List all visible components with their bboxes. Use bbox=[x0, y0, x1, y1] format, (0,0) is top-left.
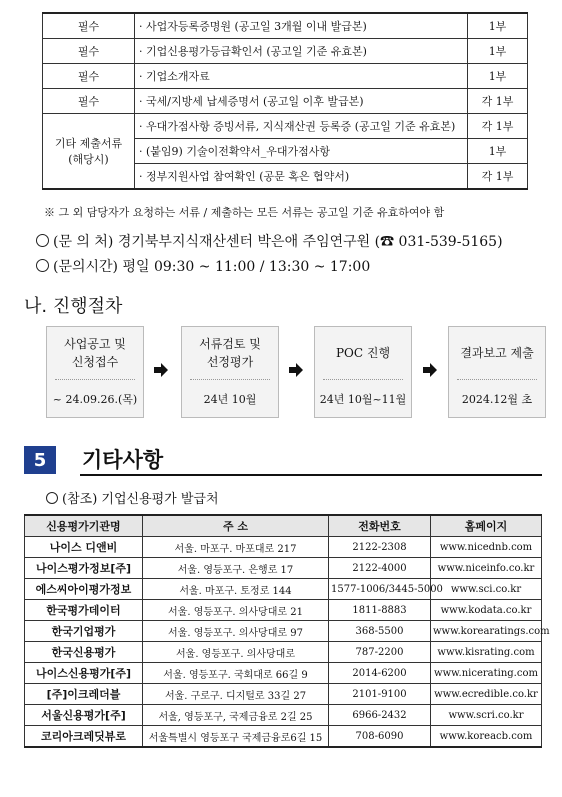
table-row bbox=[43, 64, 528, 89]
table-row bbox=[25, 705, 542, 726]
step-date: 24년 10월~11월 bbox=[319, 392, 407, 406]
circle-bullet-icon bbox=[46, 492, 58, 504]
doc-type-other-cell bbox=[43, 114, 135, 190]
doc-qty-cell: 각 1부 bbox=[468, 89, 528, 114]
agency-homepage-cell: www.koreacb.com bbox=[431, 726, 542, 748]
doc-qty-cell: 각 1부 bbox=[468, 114, 528, 139]
doc-desc-cell: · 기업신용평가등급확인서 (공고일 기준 유효본) bbox=[135, 39, 468, 64]
step-date: 24년 10월 bbox=[203, 392, 257, 406]
table-row bbox=[43, 89, 528, 114]
credit-agency-table bbox=[24, 514, 550, 748]
agency-phone-cell: 368-5500 bbox=[329, 621, 431, 642]
procedure-step-1 bbox=[46, 326, 144, 418]
reference-note-text: (참조) 기업신용평가 발급처 bbox=[62, 492, 219, 507]
agency-address-cell: 서울. 영등포구. 의사당대로 bbox=[143, 642, 329, 663]
section-title: 기타사항 bbox=[82, 448, 164, 472]
agency-address-cell: 서울. 영등포구. 의사당대로 97 bbox=[143, 621, 329, 642]
contact-phone: 031-539-5165) bbox=[394, 234, 503, 250]
doc-desc-cell: · (붙임9) 기술이전확약서_우대가점사항 bbox=[135, 139, 468, 164]
contact-hours-line bbox=[36, 256, 370, 276]
doc-desc-cell: · 우대가점사항 증빙서류, 지식재산권 등록증 (공고일 기준 유효본) bbox=[135, 114, 468, 139]
doc-qty-cell: 1부 bbox=[468, 64, 528, 89]
table-row bbox=[25, 642, 542, 663]
agency-name-cell: 코리아크레딧뷰로 bbox=[25, 726, 143, 748]
step-date: 2024.12월 초 bbox=[461, 392, 533, 406]
doc-type-cell: 필수 bbox=[43, 64, 135, 89]
doc-type-cell: 필수 bbox=[43, 39, 135, 64]
contact-line bbox=[36, 231, 503, 251]
agency-name-cell: 한국신용평가 bbox=[25, 642, 143, 663]
agency-phone-cell: 708-6090 bbox=[329, 726, 431, 748]
doc-desc-cell: · 정부지원사업 참여확인 (공문 혹은 협약서) bbox=[135, 164, 468, 190]
column-header: 주 소 bbox=[143, 515, 329, 537]
agency-phone-cell: 6966-2432 bbox=[329, 705, 431, 726]
agency-name-cell: 나이스 디앤비 bbox=[25, 537, 143, 558]
section-number-badge: 5 bbox=[24, 446, 56, 474]
agency-phone-cell: 1577-1006/3445-5000 bbox=[329, 579, 431, 600]
doc-qty-cell: 각 1부 bbox=[468, 164, 528, 190]
table-row bbox=[25, 621, 542, 642]
procedure-title: 나. 진행절차 bbox=[24, 296, 123, 317]
agency-name-cell: 한국기업평가 bbox=[25, 621, 143, 642]
step-label: 신청접수 bbox=[71, 355, 119, 369]
table-row bbox=[43, 39, 528, 64]
doc-type-other-line2: (해당시) bbox=[68, 153, 109, 166]
agency-table-body bbox=[25, 537, 550, 748]
table-row bbox=[25, 684, 542, 705]
table-row bbox=[25, 600, 542, 621]
column-header: 홈페이지 bbox=[431, 515, 542, 537]
agency-address-cell: 서울. 영등포구. 국회대로 66길 9 bbox=[143, 663, 329, 684]
agency-name-cell: 서울신용평가[주] bbox=[25, 705, 143, 726]
arrow-right-icon bbox=[288, 362, 304, 378]
agency-phone-cell: 2122-4000 bbox=[329, 558, 431, 579]
agency-address-cell: 서울, 영등포구, 국제금융로 2길 25 bbox=[143, 705, 329, 726]
agency-name-cell: 나이스평가정보[주] bbox=[25, 558, 143, 579]
agency-name-cell: 한국평가데이터 bbox=[25, 600, 143, 621]
agency-phone-cell: 1811-8883 bbox=[329, 600, 431, 621]
doc-type-other-line1: 기타 제출서류 bbox=[54, 137, 123, 150]
agency-homepage-cell: www.korearatings.com bbox=[431, 621, 542, 642]
step-label: POC 진행 bbox=[335, 346, 391, 360]
table-row bbox=[43, 114, 528, 139]
doc-desc-cell: · 사업자등록증명원 (공고일 3개월 이내 발급본) bbox=[135, 13, 468, 39]
procedure-step-2 bbox=[181, 326, 279, 418]
agency-homepage-cell: www.sci.co.kr bbox=[431, 579, 542, 600]
table-header-row bbox=[25, 515, 542, 537]
arrow-right-icon bbox=[422, 362, 438, 378]
step-date: ~ 24.09.26.(목) bbox=[52, 392, 138, 406]
phone-icon: ☎ bbox=[380, 234, 395, 250]
agency-homepage-cell: www.nicerating.com bbox=[431, 663, 542, 684]
step-label: 선정평가 bbox=[206, 355, 254, 369]
step-label: 결과보고 제출 bbox=[460, 346, 534, 360]
agency-homepage-cell: www.ecredible.co.kr bbox=[431, 684, 542, 705]
table-row bbox=[43, 13, 528, 39]
doc-qty-cell: 1부 bbox=[468, 13, 528, 39]
procedure-step-3 bbox=[314, 326, 412, 418]
agency-homepage-cell: www.scri.co.kr bbox=[431, 705, 542, 726]
agency-name-cell: 나이스신용평가[주] bbox=[25, 663, 143, 684]
agency-phone-cell: 787-2200 bbox=[329, 642, 431, 663]
agency-homepage-cell: www.kodata.co.kr bbox=[431, 600, 542, 621]
doc-type-cell: 필수 bbox=[43, 13, 135, 39]
document-note: ※ 그 외 담당자가 요청하는 서류 / 제출하는 모든 서류는 공고일 기준 유효하여야 함 bbox=[44, 206, 445, 219]
agency-address-cell: 서울특별시 영등포구 국제금융로6길 15 bbox=[143, 726, 329, 748]
agency-homepage-cell: www.nicednb.com bbox=[431, 537, 542, 558]
agency-address-cell: 서울. 구로구. 디지털로 33길 27 bbox=[143, 684, 329, 705]
doc-qty-cell: 1부 bbox=[468, 39, 528, 64]
agency-homepage-cell: www.kisrating.com bbox=[431, 642, 542, 663]
table-row bbox=[25, 726, 542, 748]
column-header: 신용평가기관명 bbox=[25, 515, 143, 537]
agency-address-cell: 서울. 영등포구. 의사당대로 21 bbox=[143, 600, 329, 621]
contact-text: (문 의 처) 경기북부지식재산센터 박은애 주임연구원 ( bbox=[53, 234, 381, 250]
column-header: 전화번호 bbox=[329, 515, 431, 537]
circle-bullet-icon bbox=[36, 234, 49, 247]
doc-qty-cell: 1부 bbox=[468, 139, 528, 164]
section-divider bbox=[80, 474, 542, 476]
agency-phone-cell: 2014-6200 bbox=[329, 663, 431, 684]
agency-phone-cell: 2122-2308 bbox=[329, 537, 431, 558]
agency-address-cell: 서울. 마포구. 토정로 144 bbox=[143, 579, 329, 600]
required-documents-table bbox=[42, 12, 528, 190]
reference-note bbox=[46, 488, 219, 507]
table-row bbox=[25, 537, 542, 558]
table-row bbox=[25, 663, 542, 684]
doc-type-cell: 필수 bbox=[43, 89, 135, 114]
agency-name-cell: [주]이크레더블 bbox=[25, 684, 143, 705]
arrow-right-icon bbox=[153, 362, 169, 378]
procedure-step-4 bbox=[448, 326, 546, 418]
table-row bbox=[25, 579, 542, 600]
agency-homepage-cell: www.niceinfo.co.kr bbox=[431, 558, 542, 579]
step-label: 서류검토 및 bbox=[199, 337, 261, 351]
agency-phone-cell: 2101-9100 bbox=[329, 684, 431, 705]
agency-name-cell: 에스씨아이평가정보 bbox=[25, 579, 143, 600]
doc-desc-cell: · 국세/지방세 납세증명서 (공고일 이후 발급본) bbox=[135, 89, 468, 114]
doc-desc-cell: · 기업소개자료 bbox=[135, 64, 468, 89]
agency-address-cell: 서울. 마포구. 마포대로 217 bbox=[143, 537, 329, 558]
agency-address-cell: 서울. 영등포구. 은행로 17 bbox=[143, 558, 329, 579]
step-label: 사업공고 및 bbox=[64, 337, 126, 351]
circle-bullet-icon bbox=[36, 259, 49, 272]
contact-hours-text: (문의시간) 평일 09:30 ~ 11:00 / 13:30 ~ 17:00 bbox=[53, 259, 371, 275]
table-row bbox=[25, 558, 542, 579]
